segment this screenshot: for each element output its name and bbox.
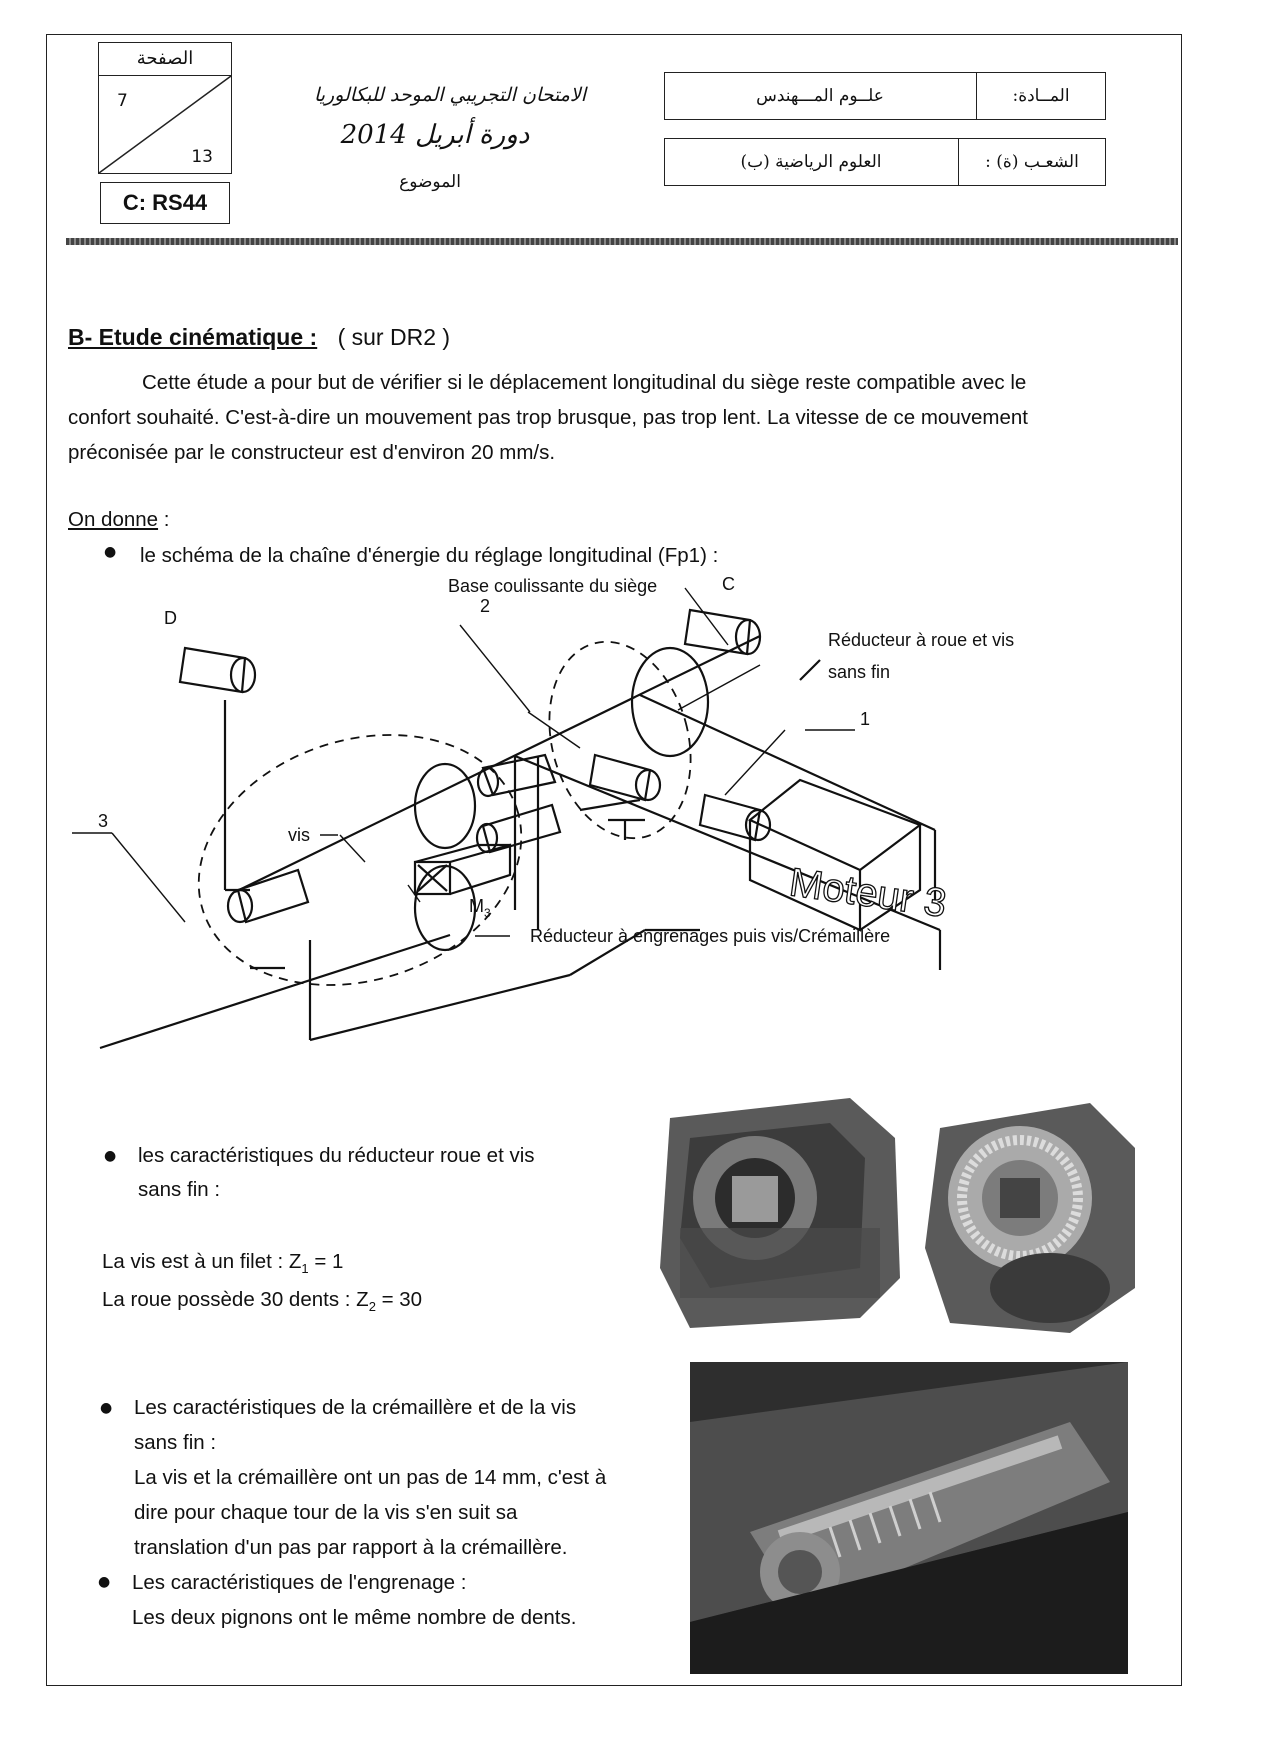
- z2-line: [102, 1282, 422, 1324]
- label-m3: $M_3$: [469, 896, 491, 920]
- z1-line: [102, 1244, 343, 1286]
- matiere-label: المــادة:: [976, 73, 1105, 119]
- bullet-icon: ●: [100, 1400, 113, 1416]
- para-line: Cette étude a pour but de vérifier si le déplacement longitudinal du siège reste compatible avec le: [142, 371, 1027, 394]
- section-heading: [68, 324, 450, 351]
- on-donne-label: On donne: [68, 508, 159, 531]
- filiere-box: [664, 138, 1106, 186]
- engrenage-line1: Les caractéristiques de l'engrenage :: [132, 1571, 467, 1594]
- label-reducteur-roue-1: Réducteur à roue et vis: [828, 630, 1015, 650]
- gearbox-photo-2: [920, 1098, 1145, 1338]
- cremaillere-line5: translation d'un pas par rapport à la crémaillère.: [134, 1536, 568, 1559]
- exam-session: دورة أبريل 2014: [340, 120, 530, 150]
- label-C: C: [722, 574, 735, 594]
- page-number: 7: [117, 91, 128, 111]
- z2-sub: 2: [368, 1299, 376, 1315]
- matiere-value: علــوم المـــهندس: [756, 86, 884, 106]
- subject-word: الموضوع: [399, 172, 461, 192]
- filiere-value: العلوم الرياضية (ب): [740, 152, 882, 172]
- bullet-icon: ●: [104, 1148, 117, 1164]
- z2-val: = 30: [375, 1288, 423, 1311]
- header-rule: [66, 238, 1178, 245]
- page-label: الصفحة: [99, 43, 231, 76]
- bullet-chaine-energie: le schéma de la chaîne d'énergie du réglage longitudinal (Fp1) :: [140, 544, 719, 567]
- label-2: 2: [480, 596, 491, 616]
- z1-sub: 1: [301, 1261, 309, 1277]
- on-donne-colon: :: [158, 508, 170, 531]
- cremaillere-line1: Les caractéristiques de la crémaillère et de la vis: [134, 1396, 577, 1419]
- section-title: B- Etude cinématique :: [68, 324, 318, 350]
- page-number-box: [98, 42, 232, 174]
- label-reducteur-roue-2: sans fin: [828, 662, 891, 682]
- para-line: préconisée par le constructeur est d'environ 20 mm/s.: [68, 441, 556, 464]
- gearbox-photo-1: [650, 1098, 912, 1338]
- label-base: Base coulissante du siège: [448, 576, 658, 596]
- cremaillere-line4: dire pour chaque tour de la vis s'en suit sa: [134, 1501, 518, 1524]
- z1-val: = 1: [308, 1250, 344, 1273]
- roue-vis-line2: sans fin :: [138, 1178, 221, 1201]
- kinematic-diagram: [60, 574, 1060, 1100]
- section-ref: ( sur DR2 ): [337, 324, 451, 350]
- filiere-label: الشعـب (ة) :: [958, 139, 1105, 185]
- z2-text: La roue possède 30 dents : Z: [102, 1288, 369, 1311]
- label-D: D: [164, 608, 177, 628]
- label-3: 3: [98, 811, 109, 831]
- label-engrenages: Réducteur à engrenages puis vis/Crémaillère: [530, 926, 891, 946]
- cremaillere-line2: sans fin :: [134, 1431, 217, 1454]
- z1-text: La vis est à un filet : Z: [102, 1250, 302, 1273]
- bullet-icon: ●: [98, 1574, 111, 1590]
- cremaillere-line3: La vis et la crémaillère ont un pas de 14 mm, c'est à: [134, 1466, 607, 1489]
- on-donne: [68, 502, 169, 537]
- label-vis: vis: [288, 825, 310, 845]
- bullet-icon: ●: [104, 544, 117, 560]
- rack-photo: [690, 1362, 1128, 1674]
- para-line: confort souhaité. C'est-à-dire un mouvement pas trop brusque, pas trop lent. La vitesse de ce mouvement: [68, 406, 1028, 429]
- engrenage-line2: Les deux pignons ont le même nombre de dents.: [132, 1606, 577, 1629]
- matiere-box: [664, 72, 1106, 120]
- page-total: 13: [191, 147, 213, 167]
- intro-paragraph: [68, 365, 1158, 470]
- exam-code: C: RS44: [100, 182, 230, 224]
- label-moteur: Moteur 3: [786, 860, 950, 926]
- roue-vis-line1: les caractéristiques du réducteur roue et vis: [138, 1144, 535, 1167]
- exam-title: الامتحان التجريبي الموحد للبكالوريا: [313, 84, 587, 106]
- label-1: 1: [860, 709, 871, 729]
